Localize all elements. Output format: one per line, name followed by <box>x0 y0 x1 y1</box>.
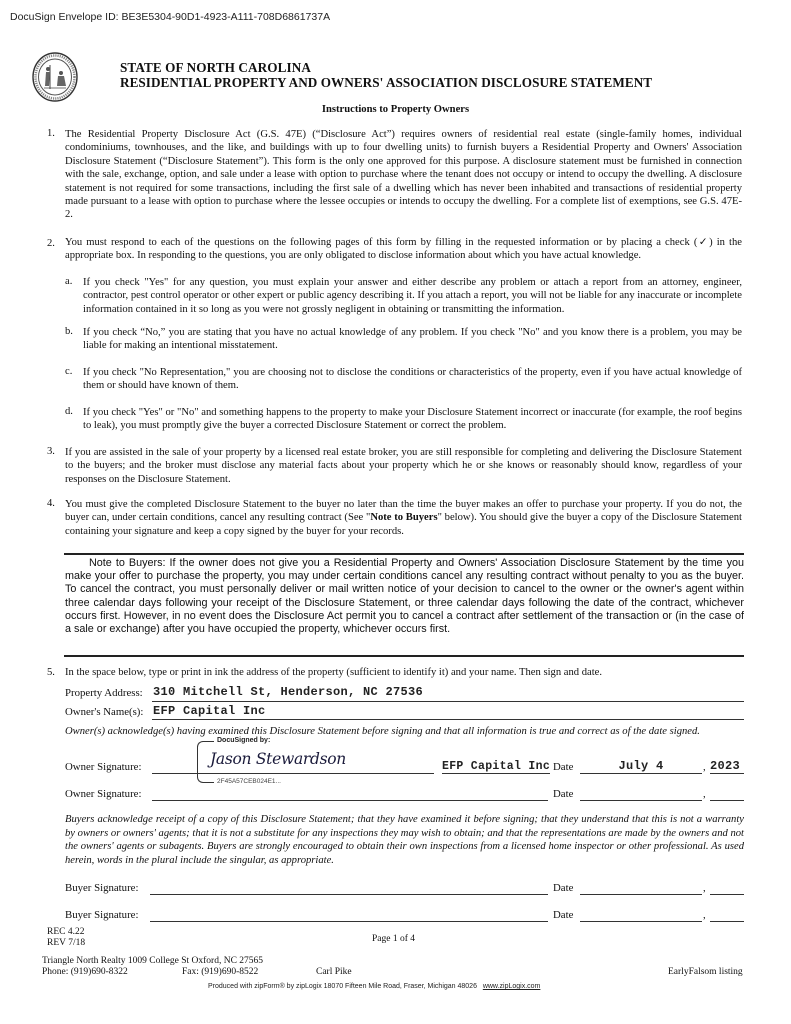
owner-date-1-value: July 4 <box>618 759 664 773</box>
buyer-date-1-label: Date <box>553 882 574 894</box>
owner-date-1-label: Date <box>553 761 574 773</box>
instruction-4-text-end: " below). You should give the buyer a copy of the Disclosure Statement containing your signature and keep a copy signed by the buyer for your records. <box>65 512 742 537</box>
buyer-signature-1-label: Buyer Signature: <box>65 882 139 894</box>
nc-state-seal-icon <box>32 52 78 102</box>
buyer-acknowledgement: Buyers acknowledge receipt of a copy of this Disclosure Statement; that they have examined it before signing; that they understand that this is not a warranty by owners or owners' agents; that it is not a substitute for any inspections they may wish to obtain; and that the representations are made by the owners and not the owners' agents or subagents. Buyers are strongly encouraged to obtain their own inspections from a licensed home inspector or other professional. As used herein, words in the plural include the singular, as appropriate. <box>65 814 744 866</box>
produced-with-text: Produced with zipForm® by zipLogix 18070 Fifteen Mile Road, Fraser, Michigan 48026 <box>208 983 477 990</box>
instruction-2c-text: If you check "No Representation," you are choosing not to disclose the conditions or characteristics of the property, even if you have actual knowledge of them or should have known of them. <box>83 367 742 392</box>
owner-acknowledgement: Owner(s) acknowledge(s) having examined this Disclosure Statement before signing and that all information is true and correct as of the date signed. <box>65 726 700 737</box>
sub-item-label: a. <box>65 276 73 287</box>
buyer-signature-1-field[interactable] <box>150 881 548 895</box>
owner-year-1-value: 2023 <box>710 759 741 773</box>
item-number: 3. <box>47 446 55 457</box>
buyer-date-1-field[interactable] <box>580 881 702 895</box>
note-bottom-rule <box>64 655 744 657</box>
owner-year-2-field[interactable] <box>710 787 744 801</box>
broker-phone: Phone: (919)690-8322 <box>42 967 128 977</box>
broker-address: Triangle North Realty 1009 College St Oxford, NC 27565 <box>42 956 264 966</box>
owner-signature-1-label: Owner Signature: <box>65 761 142 773</box>
docusign-label: DocuSigned by: <box>217 737 271 744</box>
form-title-state: STATE OF NORTH CAROLINA <box>120 60 311 75</box>
broker-agent: Carl Pike <box>316 967 352 977</box>
item-number: 5. <box>47 667 55 678</box>
owner-date-2-field[interactable] <box>580 787 702 801</box>
rec-code: REC 4.22 <box>47 927 85 937</box>
note-top-rule <box>64 553 744 555</box>
instruction-4-text-start: You must give the completed Disclosure Statement to the buyer no later than the time the buyer makes an offer to purchase your property. If you do not, the buyer can, under certain conditions, cancel any resulting contract (See " <box>65 499 742 524</box>
listing-name: EarlyFalsom listing <box>668 967 743 977</box>
section-5-instructions: In the space below, type or print in ink the address of the property (sufficient to identify it) and your name. Then sign and date. <box>65 667 602 678</box>
date-comma: , <box>703 882 706 894</box>
owner-signature-2-field[interactable] <box>152 787 548 801</box>
note-to-buyers-reference: Note to Buyers <box>370 512 438 524</box>
form-title: RESIDENTIAL PROPERTY AND OWNERS' ASSOCIATION DISCLOSURE STATEMENT <box>120 75 653 90</box>
form-revision <box>47 927 85 949</box>
sub-item-label: b. <box>65 326 73 337</box>
instructions-heading: Instructions to Property Owners <box>321 104 470 115</box>
owner-signature-2-label: Owner Signature: <box>65 788 142 800</box>
instruction-2a-text: If you check "Yes" for any question, you must explain your answer and either describe any problem or attach a report from an attorney, engineer, contractor, pest control operator or other expert or public agency describing it. If you attach a report, you will not be liable for any inaccurate or incomplete information contained in it so long as you were not grossly negligent in obtaining or transmitting the information. <box>83 277 742 315</box>
buyer-year-1-field[interactable] <box>710 881 744 895</box>
instruction-2d-text: If you check "Yes" or "No" and something happens to the property to make your Disclosure Statement incorrect or inaccurate (for example, the roof begins to leak), you must promptly give the buyer a corrected Disclosure Statement or correct the problem. <box>83 407 742 432</box>
property-address-label: Property Address: <box>65 687 143 699</box>
note-to-buyers-text: Note to Buyers: If the owner does not give you a Residential Property and Owners' Association Disclosure Statement by the time you make your offer to purchase the property, you may under certain conditions cancel any resulting contract without penalty to you as the buyer. To cancel the contract, you must personally deliver or mail written notice of your decision to cancel to the owner or the owner's agent within three calendar days following your receipt of the Disclosure Statement, or three calendar days following the date of the contract, whichever occurs first. However, in no event does the Disclosure Act permit you to cancel a contract after settlement of the transaction or (in the case of a sale or exchange) after you have occupied the property, whichever occurs first. <box>65 557 744 636</box>
sub-item-label: c. <box>65 366 73 377</box>
buyer-signature-2-label: Buyer Signature: <box>65 909 139 921</box>
instruction-2-text: You must respond to each of the questions on the following pages of this form by filling in the requested information or by placing a check (✓) in the appropriate box. In responding to the questions, you are only obligated to disclose information about which you have actual knowledge. <box>65 237 742 262</box>
date-comma: , <box>703 909 706 921</box>
docusign-hash: 2F45A57CEB024E1... <box>217 778 281 785</box>
owner-signature-1-printed-name: EFP Capital Inc <box>442 760 551 773</box>
instruction-2b-text: If you check “No,” you are stating that you have no actual knowledge of any problem. If you check "No" and you know there is a problem, you may be liable for making an intentional misstatement. <box>83 327 742 352</box>
item-number: 2. <box>47 238 55 249</box>
owner-signature-image: Jason Stewardson <box>210 750 346 768</box>
ziplogix-link[interactable]: www.zipLogix.com <box>482 983 541 990</box>
owner-names-label: Owner's Name(s): <box>65 706 144 718</box>
instruction-1-text: The Residential Property Disclosure Act (G.S. 47E) (“Disclosure Act”) requires owners of residential real estate (single-family homes, individual condominiums, townhouses, and the like, and buildings with up to four dwelling units) to furnish buyers a Residential Property and Owners' Association Disclosure Statement (“Disclosure Statement”). This form is the only one approved for this purpose. A disclosure statement must be furnished in connection with the sale, exchange, option, and sale under a lease with option to purchase where the tenant does not occupy or intend to occupy the dwelling. A disclosure statement is not required for some transactions, including the first sale of a dwelling which has never been inhabited and transactions of residential property made pursuant to a lease with option to purchase where the lessee occupies or intends to occupy the dwelling. For a complete list of exemptions, see G.S. 47E-2. <box>65 129 742 221</box>
buyer-year-2-field[interactable] <box>710 908 744 922</box>
date-comma: , <box>703 788 706 800</box>
buyer-date-2-field[interactable] <box>580 908 702 922</box>
owner-date-2-label: Date <box>553 788 574 800</box>
sub-item-label: d. <box>65 406 73 417</box>
page-number: Page 1 of 4 <box>372 934 416 944</box>
owner-names-value: EFP Capital Inc <box>153 704 266 718</box>
instruction-3-text: If you are assisted in the sale of your property by a licensed real estate broker, you are still responsible for completing and delivering the Disclosure Statement to the buyers; and the broker must disclose any material facts about your property which he or she knows or reasonably should know, regardless of your responses on the Disclosure Statement. <box>65 447 742 485</box>
property-address-value: 310 Mitchell St, Henderson, NC 27536 <box>153 685 424 699</box>
broker-fax: Fax: (919)690-8522 <box>182 967 259 977</box>
note-to-buyers <box>65 557 744 636</box>
buyer-date-2-label: Date <box>553 909 574 921</box>
produced-with-note <box>208 983 540 990</box>
rev-code: REV 7/18 <box>47 938 86 948</box>
date-comma: , <box>703 761 706 773</box>
item-number: 1. <box>47 128 55 139</box>
docusign-envelope-id: DocuSign Envelope ID: BE3E5304-90D1-4923-A111-708D6861737A <box>10 11 331 23</box>
item-number: 4. <box>47 498 55 509</box>
buyer-signature-2-field[interactable] <box>150 908 548 922</box>
instruction-4-text <box>65 498 742 538</box>
printed-name-underline <box>442 773 550 774</box>
